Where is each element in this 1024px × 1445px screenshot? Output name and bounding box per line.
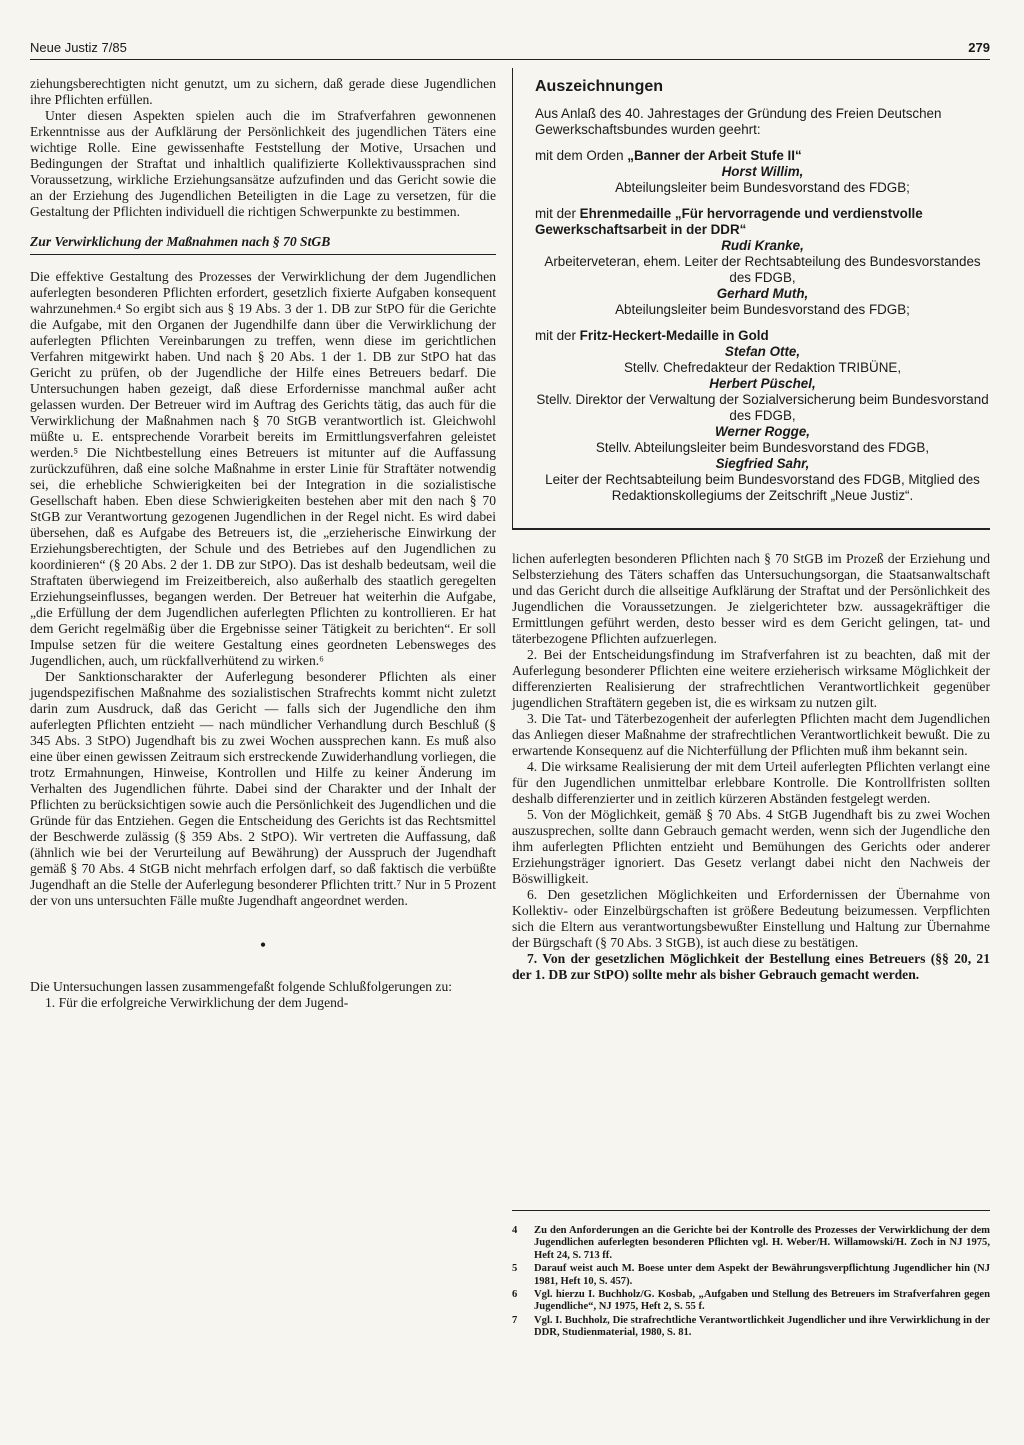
footnote-number: 6: [512, 1289, 518, 1301]
footnote-number: 5: [512, 1263, 518, 1275]
honoree: [535, 424, 990, 456]
honoree-role: Arbeiterveteran, ehem. Leiter der Rechtsabteilung des Bundesvorstandes des FDGB,: [544, 254, 981, 285]
award-3: [535, 328, 990, 344]
honoree-role: Abteilungsleiter beim Bundesvorstand des FDGB;: [615, 180, 910, 195]
footnote-text: Zu den Anforderungen an die Gerichte bei der Kontrolle des Prozesses der Verwirklichung der dem Jugendlichen auferlegten besonderen Pflichten vgl. H. Weber/H. Willamowski/H. Zoch in NJ 1975, Heft 24, S. 713 ff.: [534, 1225, 990, 1261]
list-item: 4. Die wirksame Realisierung der mit dem Urteil auferlegten Pflichten verlangt eine für den Jugendlichen unmittelbar erlebbare Kontrolle. Die Kontrollfristen sollten deshalb differenzierter und in zeitlich kürzeren Abständen festgelegt werden.: [512, 759, 990, 806]
awards-box: [512, 68, 990, 530]
paragraph: Die Untersuchungen lassen zusammengefaßt folgende Schlußfolgerungen zu:: [30, 979, 453, 994]
award-2: [535, 206, 990, 238]
award-prefix: mit der: [535, 206, 576, 221]
honoree: [535, 238, 990, 286]
honoree-role: Stellv. Chefredakteur der Redaktion TRIBÜNE,: [623, 360, 902, 375]
paragraph: ziehungsberechtigten nicht genutzt, um zu sichern, daß gerade diese Jugendlichen ihre Pflichten erfüllen.: [30, 76, 496, 107]
honoree: [535, 286, 990, 318]
list-item: 2. Bei der Entscheidungsfindung im Strafverfahren ist zu beachten, daß mit der Auferlegung besonderer Pflichten eine weitere erzieherisch wirksame Möglichkeit der differenzierten Realisierung der strafrechtlichen Verantwortlichkeit gegenüber jugendlichen Straftätern gegeben ist, die es wirksam zu nutzen gilt.: [512, 647, 990, 710]
footnote-number: 7: [512, 1314, 518, 1326]
footnote: [512, 1315, 990, 1340]
award-name: „Banner der Arbeit Stufe II“: [627, 148, 802, 163]
list-item: 3. Die Tat- und Täterbezogenheit der auferlegten Pflichten macht dem Jugendlichen das Anliegen dieser Maßnahme der strafrechtlichen Verantwortlichkeit bewußt. Die zu erwartende Konsequenz auf die Nichterfüllung der Pflichten muß ihm bekannt sein.: [512, 711, 990, 758]
honoree-name: Gerhard Muth,: [716, 286, 809, 301]
award-name: Ehrenmedaille „Für hervorragende und verdienstvolle Gewerkschaftsarbeit in der DDR“: [535, 206, 923, 237]
footnote-text: Darauf weist auch M. Boese unter dem Aspekt der Bewährungsverpflichtung Jugendlicher hin (NJ 1981, Heft 10, S. 457).: [534, 1263, 990, 1287]
footnote-text: Vgl. I. Buchholz, Die strafrechtliche Verantwortlichkeit Jugendlicher und ihre Verwirklichung in der DDR, Studienmaterial, 1980, S. 81.: [534, 1314, 990, 1339]
honoree-role: Abteilungsleiter beim Bundesvorstand des FDGB;: [615, 302, 910, 317]
honoree: [535, 376, 990, 424]
section-heading: Zur Verwirklichung der Maßnahmen nach § 70 StGB: [30, 234, 496, 255]
footnote: [512, 1263, 990, 1288]
honoree-name: Rudi Kranke,: [721, 238, 804, 253]
list-item-continuation: lichen auferlegten besonderen Pflichten nach § 70 StGB im Prozeß der Erziehung und Selbsterziehung des Täters schaffen das Untersuchungsorgan, die Staatsanwaltschaft und das Gericht durch die allseitige Aufklärung der Straftat und der Persönlichkeit des Jugendlichen die Voraussetzungen. Je zielgerichteter bzw. aussagekräftiger die Ermittlungen geführt werden, desto besser wird es dem Gericht gelingen, tat- und täterbezogene Pflichten aufzuerlegen.: [512, 551, 990, 646]
honoree-name: Herbert Püschel,: [709, 376, 816, 391]
paragraph: Die effektive Gestaltung des Prozesses der Verwirklichung der dem Jugendlichen auferlegten besonderen Pflichten erfordert, gesetzlich fixierte Aufgaben konsequent wahrzunehmen.⁴ So ergibt sich aus § 19 Abs. 3 der 1. DB zur StPO für die Gerichte die Aufgabe, mit den Organen der Jugendhilfe dann über die Verwirklichung der auferlegten Pflichten Vereinbarungen zu treffen, wenn diese im gerichtlichen Verfahren mitgewirkt haben. Und nach § 20 Abs. 1 der 1. DB zur StPO hat das Gericht zu prüfen, ob der Jugendliche der Hilfe eines Betreuers bedarf. Die Untersuchungen haben gezeigt, daß diese Erfordernisse manchmal außer acht gelassen wurden. Der Betreuer wird im Auftrag des Gerichts tätig, das auch für die Verwirklichung der Maßnahmen nach § 70 StGB verantwortlich ist. Gleichwohl müßte u. E. entsprechende Vorarbeit bereits im Ermittlungsverfahren geleistet werden.⁵ Die Nichtbestellung eines Betreuers ist mitunter auf die Auffassung zurückzuführen, daß eine solche Maßnahme in erster Linie für Straftäter notwendig sei, die erhebliche Schwierigkeiten bei der Integration in die sozialistische Gesellschaft haben. Eben diese Schwierigkeiten bestehen aber mit den nach § 70 StGB zur Verantwortung gezogenen Jugendlichen in der Regel nicht. Es wird dabei übersehen, daß es Aufgabe des Betreuers ist, die „erzieherische Einwirkung der Erziehungsberechtigten, der Schule und des Betriebes auf den Jugendlichen zu koordinieren“ (§ 20 Abs. 2 der 1. DB zur StPO). Das ist deshalb bedeutsam, weil die Straftaten überwiegend im Freizeitbereich, also außerhalb des staatlich geregelten Erziehungseinflusses, begangen werden. Der Betreuer hat weiterhin die Aufgabe, „die Erfüllung der dem Jugendlichen auferlegten Pflichten zu kontrollieren. Er hat dem Gericht regelmäßig über die Ergebnisse seiner Tätigkeit zu berichten“. Er soll Impulse setzen für die weitere Gestaltung eines geordneten Lebensweges des Jugendlichen, auch, um rückfallverhütend zu wirken.⁶: [30, 269, 496, 668]
honoree-role: Leiter der Rechtsabteilung beim Bundesvorstand des FDGB, Mitglied des Redaktionskollegiums der Zeitschrift „Neue Justiz“.: [545, 472, 980, 503]
footnote-text: Vgl. hierzu I. Buchholz/G. Kosbab, „Aufgaben und Stellung des Betreuers im Strafverfahren gegen Jugendliche“, NJ 1975, Heft 2, S. 55 f.: [534, 1289, 990, 1313]
honoree-name: Stefan Otte,: [724, 344, 801, 359]
honoree-name: Werner Rogge,: [715, 424, 810, 439]
award-prefix: mit der: [535, 328, 576, 343]
footnote: [512, 1289, 990, 1314]
paragraph: Unter diesen Aspekten spielen auch die im Strafverfahren gewonnenen Erkenntnisse aus der Aufklärung der Persönlichkeit des jugendlichen Täters eine wichtige Rolle. Eine gewissenhafte Feststellung der Motive, Ursachen und Bedingungen der Straftat und inhaltlich qualifizierte Kollektivaussprachen sind Voraussetzung, wirkliche Erziehungsansätze aufzufinden und das Gericht sowie die an der Erziehung des Jugendlichen Beteiligten in die Lage zu versetzen, für die Gestaltung der Pflichten individuell die richtigen Schwerpunkte zu bestimmen.: [30, 108, 496, 219]
list-item: 1. Für die erfolgreiche Verwirklichung der dem Jugend-: [45, 995, 349, 1010]
list-item: 7. Von der gesetzlichen Möglichkeit der Bestellung eines Betreuers (§§ 20, 21 der 1. DB zur StPO) sollte mehr als bisher Gebrauch gemacht werden.: [512, 951, 990, 982]
page-number: 279: [968, 40, 990, 55]
honoree-role: Stellv. Abteilungsleiter beim Bundesvorstand des FDGB,: [595, 440, 930, 455]
award-name: Fritz-Heckert-Medaille in Gold: [579, 328, 769, 343]
awards-intro: Aus Anlaß des 40. Jahrestages der Gründung des Freien Deutschen Gewerkschaftsbundes wurden geehrt:: [535, 106, 942, 137]
award-1: [535, 148, 990, 164]
footnotes: [512, 1210, 990, 1341]
header-rule: [30, 59, 990, 60]
right-column: [512, 551, 990, 983]
award-prefix: mit dem Orden: [535, 148, 624, 163]
honoree-name: Horst Willim,: [721, 164, 804, 179]
paragraph: Der Sanktionscharakter der Auferlegung besonderer Pflichten als einer jugendspezifischen Maßnahme des sozialistischen Strafrechts kommt nicht zuletzt darin zum Ausdruck, daß das Gericht — falls sich der Jugendliche den ihm auferlegten Pflichten entzieht — nach mündlicher Verhandlung durch Beschluß (§ 345 Abs. 3 StPO) Jugendhaft bis zu zwei Wochen aussprechen kann. Es muß also eine über einen gewissen Zeitraum sich erstreckende Zuwiderhandlung vorliegen, die trotz Ermahnungen, Hinweise, Kontrollen und Hilfe zu keiner Änderung im Verhalten des Jugendlichen führte. Dabei sind der Charakter und der Inhalt der Pflichten zu berücksichtigen sowie auch die Persönlichkeit des Jugendlichen und die Gründe für das Entziehen. Gegen die Entscheidung des Gerichts ist das Rechtsmittel der Beschwerde zulässig (§ 359 Abs. 2 StPO). Wir vertreten die Auffassung, daß (ähnlich wie bei der Verurteilung auf Bewährung) der Ausspruch der Jugendhaft gemäß § 70 Abs. 4 StGB nicht mehrfach erfolgen darf, so daß faktisch die verbüßte Jugendhaft an die Stelle der Auferlegung besonderer Pflichten tritt.⁷ Nur in 5 Prozent der von uns untersuchten Fälle mußte Jugendhaft angeordnet werden.: [30, 669, 496, 908]
honoree: [535, 344, 990, 376]
page-header: [30, 40, 990, 62]
honoree: [535, 164, 990, 196]
honoree-name: Siegfried Sahr,: [715, 456, 810, 471]
list-item: 6. Den gesetzlichen Möglichkeiten und Erfordernissen der Übernahme von Kollektiv- oder Einzelbürgschaften ist größere Bedeutung beizumessen. Verpflichten sich die Eltern aus verantwortungsbewußter Einstellung und Haltung zur Übernahme der Bürgschaft (§ 70 Abs. 3 StGB), ist auch diese zu bestätigen.: [512, 887, 990, 950]
footnote-number: 4: [512, 1225, 518, 1236]
honoree: [535, 456, 990, 504]
list-item: 5. Von der Möglichkeit, gemäß § 70 Abs. 4 StGB Jugendhaft bis zu zwei Wochen auszusprechen, sollte dann Gebrauch gemacht werden, wenn sich der Jugendliche den ihm auferlegten Pflichten entzieht und Bemühungen des Gerichts oder anderer Erziehungsträger ignoriert. Das Gesetz verlangt dabei nicht den Nachweis der Böswilligkeit.: [512, 807, 990, 886]
journal-issue: Neue Justiz 7/85: [30, 40, 127, 55]
footnote: [512, 1225, 990, 1262]
left-column: [30, 76, 496, 1011]
honoree-role: Stellv. Direktor der Verwaltung der Sozialversicherung beim Bundesvorstand des FDGB,: [536, 392, 989, 423]
awards-title: Auszeichnungen: [535, 78, 664, 95]
section-separator: •: [259, 935, 267, 955]
